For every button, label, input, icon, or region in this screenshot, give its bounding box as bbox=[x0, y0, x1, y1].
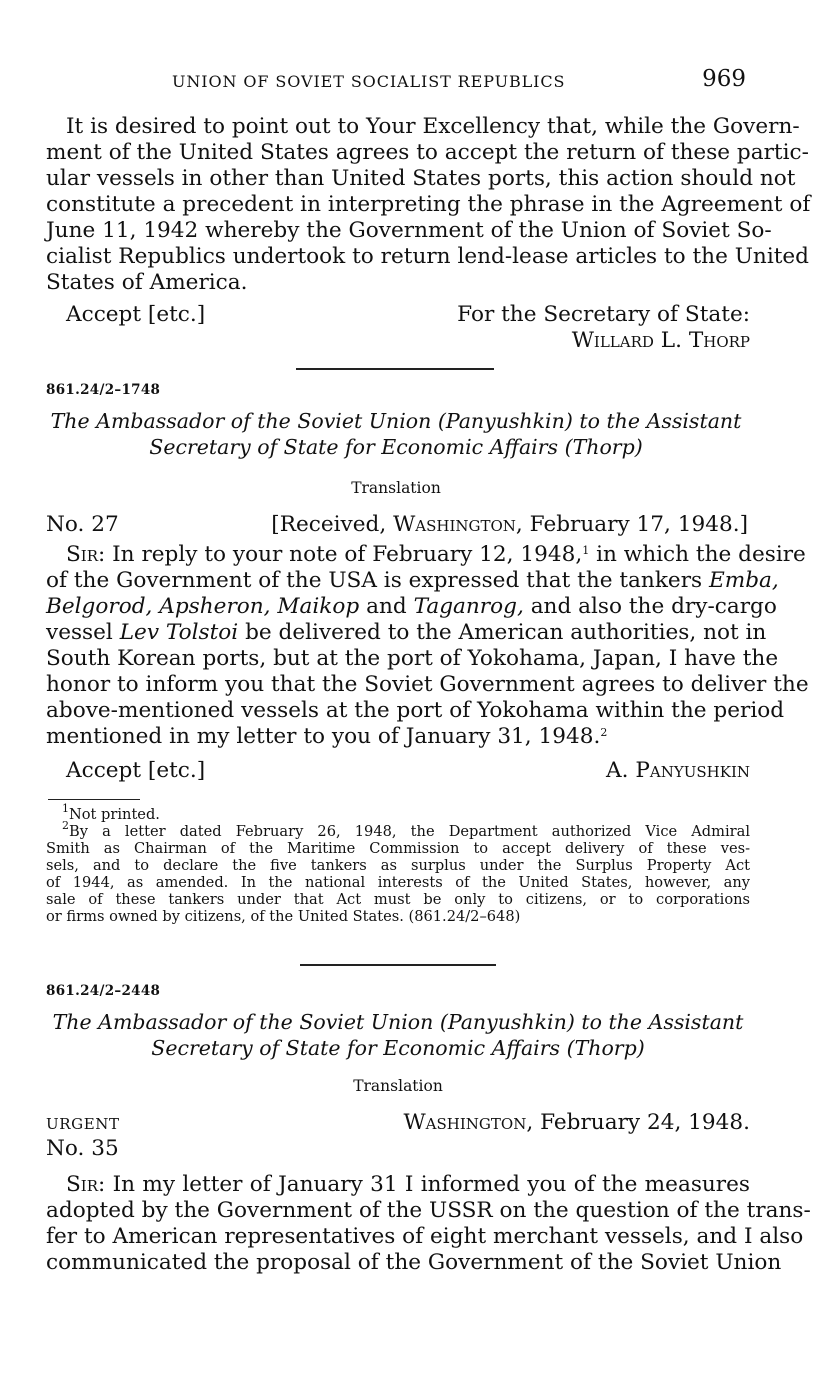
footnote-ref: 2 bbox=[600, 726, 608, 739]
file-id: 861.24/2–2448 bbox=[46, 983, 161, 999]
paragraph-line: honor to inform you that the Soviet Government agrees to deliver the bbox=[46, 672, 809, 697]
footnote-rule bbox=[48, 799, 140, 800]
paragraph-line: fer to American representatives of eight merchant vessels, and I also bbox=[46, 1224, 804, 1249]
letter-number: No. 27 bbox=[46, 512, 119, 537]
letter-body bbox=[46, 1172, 811, 1276]
paragraph-line: mentioned in my letter to you of January 31, 1948.$^2$ bbox=[46, 724, 608, 749]
page-number: 969 bbox=[702, 66, 746, 92]
signoff-line: For the Secretary of State: bbox=[457, 302, 750, 327]
document-heading: The Ambassador of the Soviet Union (Panyushkin) to the Assistant Secretary of State for Economic Affairs (Thorp) bbox=[50, 409, 742, 459]
paragraph-line: Sir: In reply to your note of February 12, 1948,$^1$ in which the desire bbox=[66, 542, 806, 567]
footnote-ref: 1 bbox=[582, 544, 590, 557]
footnote-1: $^1$Not printed. bbox=[62, 802, 160, 823]
paragraph-line: vessel Lev Tolstoi be delivered to the American authorities, not in bbox=[46, 620, 767, 645]
file-id: 861.24/2–1748 bbox=[46, 382, 161, 398]
signature-thorp: Willard L. Thorp bbox=[571, 328, 750, 353]
urgent-label: URGENT bbox=[46, 1115, 120, 1133]
closing-accept: Accept [etc.] bbox=[66, 302, 206, 327]
closing-accept: Accept [etc.] bbox=[66, 758, 206, 783]
running-header-title: UNION OF SOVIET SOCIALIST REPUBLICS bbox=[172, 72, 566, 91]
letter-body bbox=[46, 542, 809, 750]
dateline: Washington, February 24, 1948. bbox=[403, 1110, 750, 1135]
paragraph-line: ment of the United States agrees to accept the return of these partic- bbox=[46, 140, 809, 165]
paragraph-line: Sir: In my letter of January 31 I informed you of the measures bbox=[66, 1172, 750, 1197]
signature-panyushkin: A. Panyushkin bbox=[606, 758, 750, 783]
paragraph-line: ular vessels in other than United States ports, this action should not bbox=[46, 166, 796, 191]
paragraph-line: South Korean ports, but at the port of Yokohama, Japan, I have the bbox=[46, 646, 779, 671]
paragraph-line: communicated the proposal of the Government of the Soviet Union bbox=[46, 1250, 782, 1275]
paragraph-line: It is desired to point out to Your Excellency that, while the Govern- bbox=[66, 114, 800, 139]
paragraph-line: States of America. bbox=[46, 270, 248, 295]
paragraph-line: of the Government of the USA is expressed that the tankers Emba, bbox=[46, 568, 779, 593]
translation-label: Translation bbox=[351, 479, 441, 497]
document-heading: The Ambassador of the Soviet Union (Panyushkin) to the Assistant Secretary of State for Economic Affairs (Thorp) bbox=[52, 1010, 744, 1060]
letter-number: No. 35 bbox=[46, 1136, 119, 1161]
footnote-2: $^2$By a letter dated February 26, 1948, the Department authorized Vice Admiral Smith as Chairman of the Maritime Commission to accept delivery of these ves- sels, and to declare the five tankers as surplus under the Surplus Property Act of 1944, as amended. In the national interests of the United States, however, any sale of these tankers under that Act must be only to citizens, or to corporations or firms owned by citizens, of the United States. (861.24/2–648) bbox=[46, 819, 750, 925]
paragraph-line: above-mentioned vessels at the port of Yokohama within the period bbox=[46, 698, 785, 723]
received-stamp: [Received, Washington, February 17, 1948.] bbox=[271, 512, 748, 537]
section1-paragraph bbox=[46, 114, 811, 296]
section-divider bbox=[296, 368, 494, 370]
paragraph-line: cialist Republics undertook to return lend-lease articles to the United bbox=[46, 244, 810, 269]
paragraph-line: adopted by the Government of the USSR on the question of the trans- bbox=[46, 1198, 811, 1223]
paragraph-line: June 11, 1942 whereby the Government of the Union of Soviet So- bbox=[46, 218, 772, 243]
paragraph-line: constitute a precedent in interpreting the phrase in the Agreement of bbox=[46, 192, 811, 217]
paragraph-line: Belgorod, Apsheron, Maikop and Taganrog, and also the dry-cargo bbox=[46, 594, 777, 619]
translation-label: Translation bbox=[353, 1077, 443, 1095]
section-divider bbox=[300, 964, 496, 966]
